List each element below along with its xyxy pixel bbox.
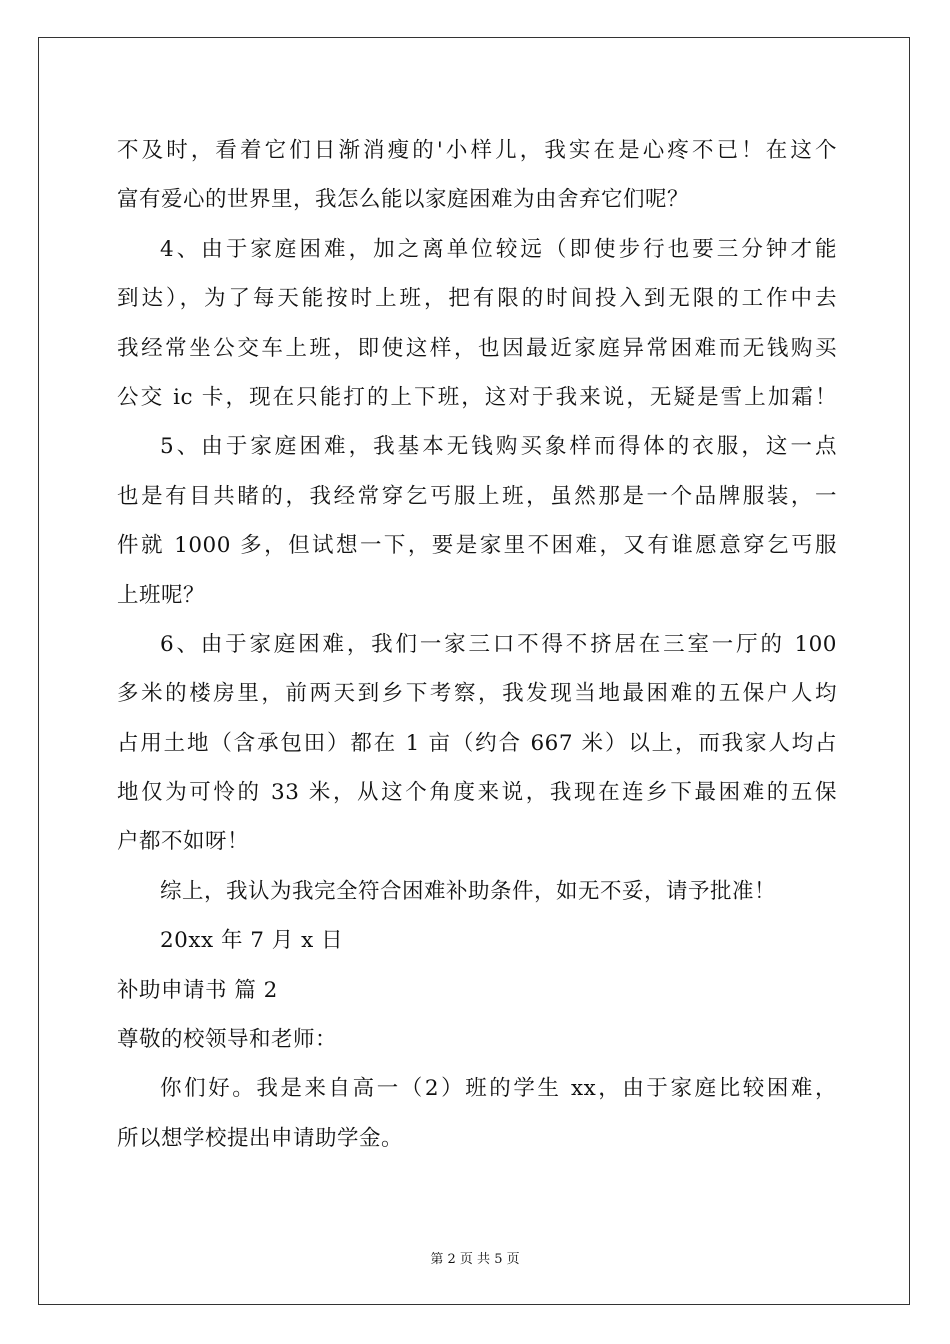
text-line: 所以想学校提出申请助学金。 — [117, 1125, 404, 1151]
text-line: 占用土地（含承包田）都在 1 亩（约合 667 米）以上，而我家人均占 — [117, 730, 837, 756]
text-line: 户都不如呀！ — [117, 829, 250, 855]
text-line: 件就 1000 多，但试想一下，要是家里不困难，又有谁愿意穿乞丐服 — [117, 533, 837, 559]
salutation: 尊敬的校领导和老师： — [117, 1027, 338, 1053]
date-line: 20xx 年 7 月 x 日 — [160, 928, 344, 954]
text-line: 公交 ic 卡，现在只能打的上下班，这对于我来说，无疑是雪上加霜！ — [117, 384, 837, 410]
section-heading: 补助申请书 篇 2 — [117, 977, 278, 1003]
text-line: 到达），为了每天能按时上班，把有限的时间投入到无限的工作中去 — [117, 286, 837, 312]
text-line: 5、由于家庭困难，我基本无钱购买象样而得体的衣服，这一点 — [160, 434, 837, 460]
text-line: 你们好。我是来自高一（2）班的学生 xx，由于家庭比较困难， — [160, 1076, 837, 1102]
text-line: 多米的楼房里，前两天到乡下考察，我发现当地最困难的五保户人均 — [117, 681, 837, 707]
text-line: 也是有目共睹的，我经常穿乞丐服上班，虽然那是一个品牌服装，一 — [117, 483, 837, 509]
text-line: 6、由于家庭困难，我们一家三口不得不挤居在三室一厅的 100 — [160, 631, 837, 657]
text-line: 综上，我认为我完全符合困难补助条件，如无不妥，请予批准！ — [160, 878, 777, 904]
text-line: 上班呢？ — [117, 582, 206, 608]
text-line: 富有爱心的世界里，我怎么能以家庭困难为由舍弃它们呢？ — [117, 187, 690, 213]
text-line: 地仅为可怜的 33 米，从这个角度来说，我现在连乡下最困难的五保 — [117, 780, 837, 806]
text-line: 不及时，看着它们日渐消瘦的'小样儿，我实在是心疼不已！在这个 — [117, 138, 837, 163]
text-line: 4、由于家庭困难，加之离单位较远（即使步行也要三分钟才能 — [160, 236, 837, 262]
page-number-footer: 第 2 页 共 5 页 — [430, 1252, 520, 1267]
text-line: 我经常坐公交车上班，即使这样，也因最近家庭异常困难而无钱购买 — [117, 335, 837, 361]
document-body — [117, 126, 837, 1163]
